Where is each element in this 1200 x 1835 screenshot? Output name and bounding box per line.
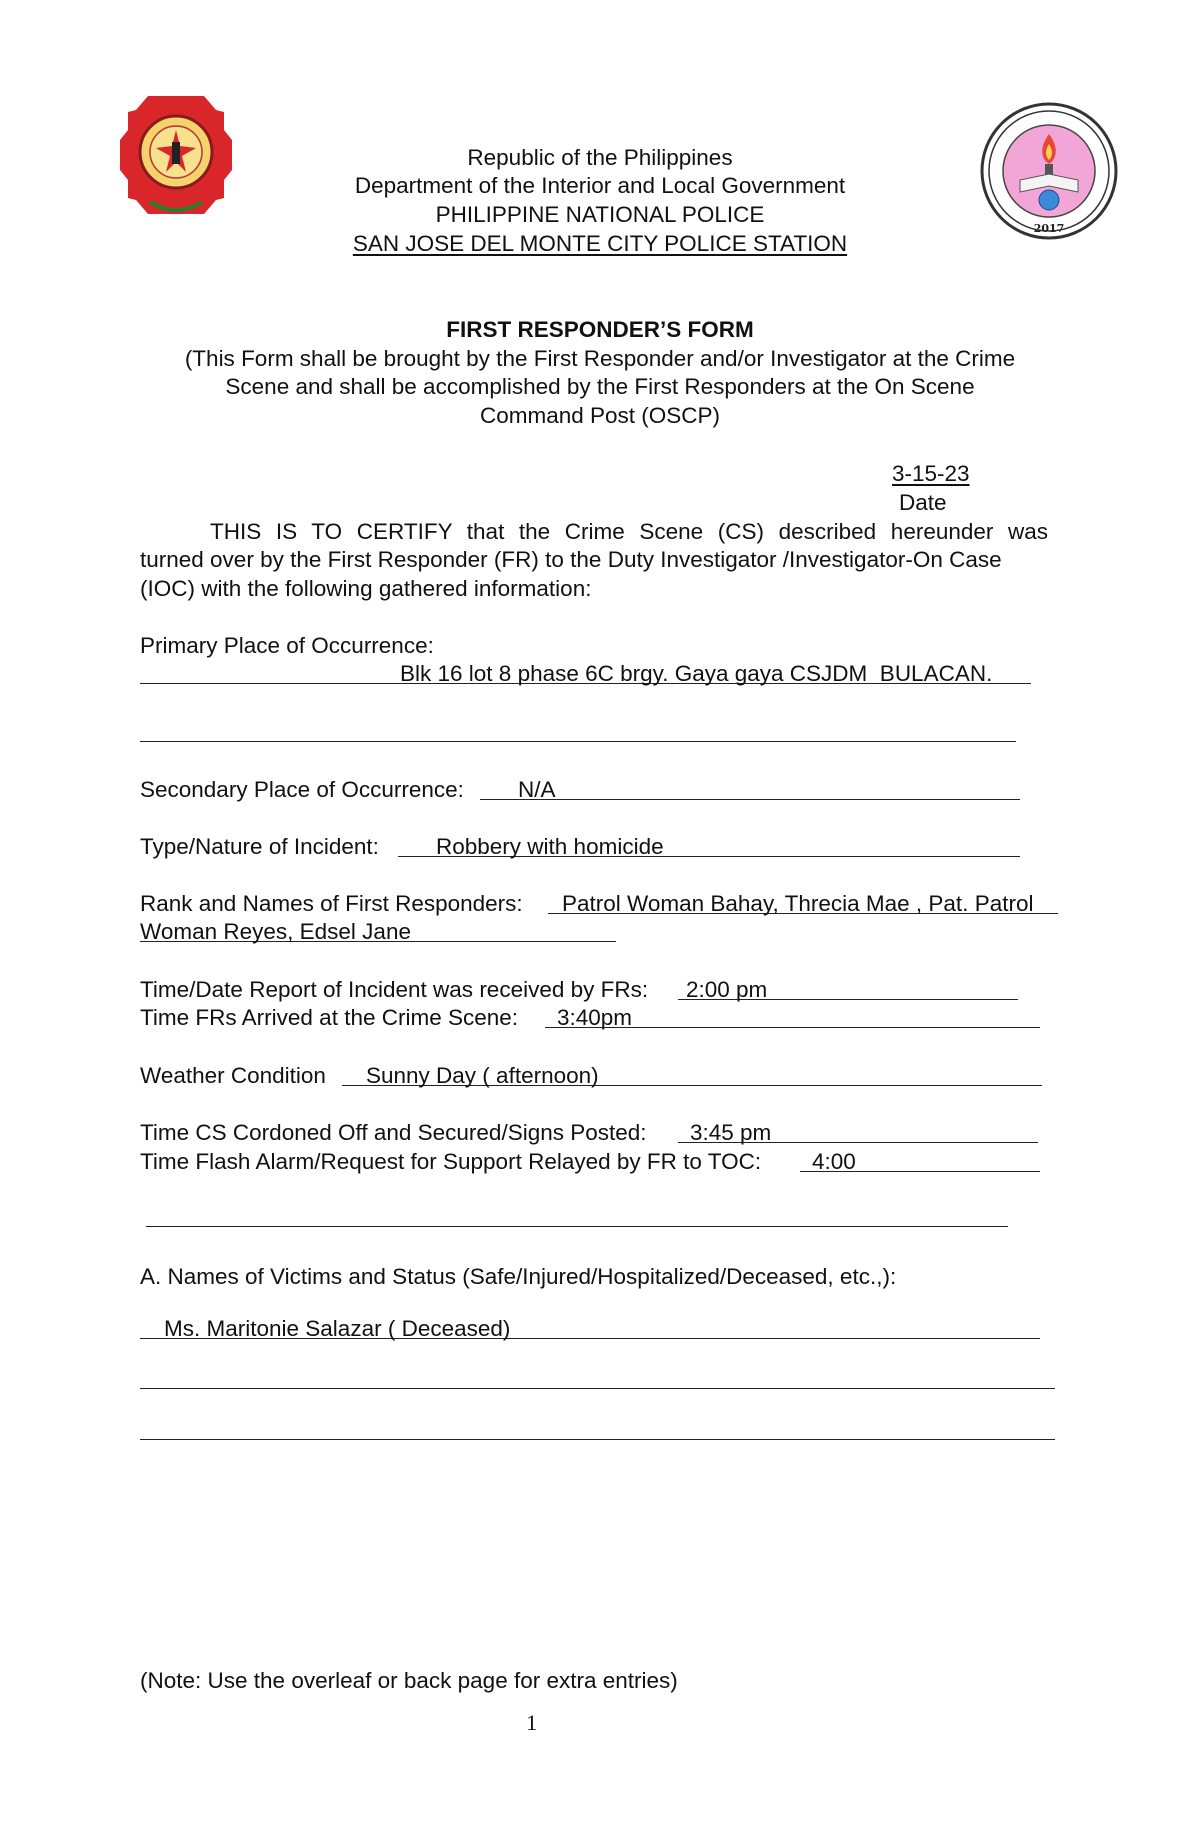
form-instructions-line-2: Scene and shall be accomplished by the First Responders at the On Scene (225, 374, 975, 399)
blank-line-2 (146, 1226, 1008, 1227)
secondary-place-value[interactable]: N/A (518, 777, 556, 802)
blank-line-1 (140, 741, 1016, 742)
arrived-label: Time FRs Arrived at the Crime Scene: (140, 1005, 525, 1030)
flash-alarm-label: Time Flash Alarm/Request for Support Relayed by FR to TOC: (140, 1149, 768, 1174)
victims-label: A. Names of Victims and Status (Safe/Injured/Hospitalized/Deceased, etc.,): (140, 1264, 897, 1289)
blank-line-4 (140, 1439, 1055, 1440)
header-department: Department of the Interior and Local Government (354, 173, 846, 198)
header-station: SAN JOSE DEL MONTE CITY POLICE STATION (352, 231, 848, 256)
page-number: 1 (526, 1710, 538, 1735)
cordoned-value[interactable]: 3:45 pm (690, 1120, 772, 1145)
certify-line-1: THIS IS TO CERTIFY that the Crime Scene (CS) described hereunder was (210, 519, 1048, 544)
header-pnp: PHILIPPINE NATIONAL POLICE (435, 202, 765, 227)
report-received-value[interactable]: 2:00 pm (686, 977, 768, 1002)
certify-line-2: turned over by the First Responder (FR) to the Duty Investigator /Investigator-On Case (140, 547, 1002, 572)
victims-value[interactable]: Ms. Maritonie Salazar ( Deceased) (164, 1316, 511, 1341)
incident-type-label: Type/Nature of Incident: (140, 834, 386, 859)
form-instructions-line-3: Command Post (OSCP) (479, 403, 721, 428)
responders-value-line-1[interactable]: Patrol Woman Bahay, Threcia Mae , Pat. Patrol (562, 891, 1034, 916)
secondary-place-label: Secondary Place of Occurrence: (140, 777, 464, 802)
header-republic: Republic of the Philippines (467, 145, 733, 170)
incident-type-value[interactable]: Robbery with homicide (436, 834, 664, 859)
primary-place-value[interactable]: Blk 16 lot 8 phase 6C brgy. Gaya gaya CSJDM BULACAN. (400, 661, 993, 686)
pnp-seal-icon (120, 90, 232, 220)
weather-value[interactable]: Sunny Day ( afternoon) (366, 1063, 599, 1088)
arrived-value[interactable]: 3:40pm (557, 1005, 633, 1030)
cordoned-label: Time CS Cordoned Off and Secured/Signs Posted: (140, 1120, 653, 1145)
city-college-seal-icon (980, 100, 1118, 242)
certify-line-3: (IOC) with the following gathered information: (140, 576, 592, 601)
flash-alarm-value[interactable]: 4:00 (812, 1149, 856, 1174)
form-instructions-line-1: (This Form shall be brought by the First Responder and/or Investigator at the Crime (184, 346, 1016, 371)
svg-text:2017: 2017 (1033, 222, 1065, 235)
responders-value-line-2[interactable]: Woman Reyes, Edsel Jane (140, 919, 411, 944)
secondary-place-underline (480, 799, 1020, 800)
footer-note: (Note: Use the overleaf or back page for extra entries) (140, 1668, 678, 1693)
form-title: FIRST RESPONDER’S FORM (446, 317, 754, 342)
weather-label: Weather Condition (140, 1063, 333, 1088)
date-value[interactable]: 3-15-23 (892, 461, 970, 486)
date-label: Date (899, 490, 947, 515)
primary-place-label: Primary Place of Occurrence: (140, 633, 434, 658)
report-received-label: Time/Date Report of Incident was received by FRs: (140, 977, 655, 1002)
blank-line-3 (140, 1388, 1055, 1389)
responders-label: Rank and Names of First Responders: (140, 891, 529, 916)
